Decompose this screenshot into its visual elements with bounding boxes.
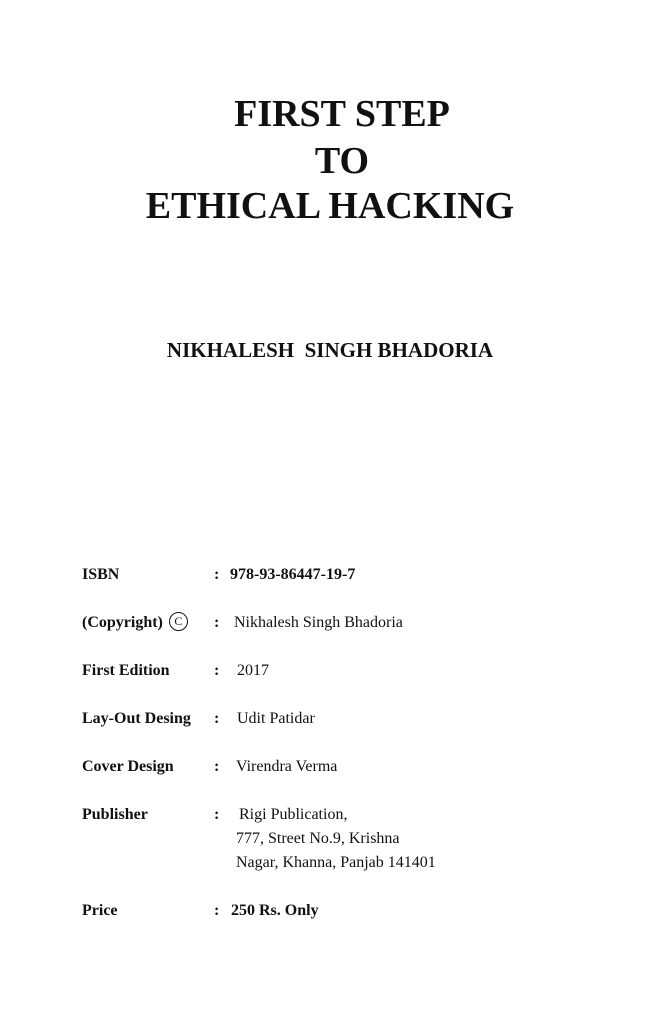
edition-label: First Edition: [82, 662, 170, 679]
publisher-colon: :: [214, 806, 220, 823]
edition-value: 2017: [237, 662, 269, 679]
price-colon: :: [214, 902, 220, 919]
title-line-3: ETHICAL HACKING: [145, 185, 515, 227]
copyright-colon: :: [214, 614, 220, 631]
title-line-2: TO: [314, 140, 370, 182]
publisher-line-1: Rigi Publication,: [239, 806, 348, 823]
isbn-label: ISBN: [82, 566, 120, 583]
copyright-value: Nikhalesh Singh Bhadoria: [234, 614, 403, 631]
layout-colon: :: [214, 710, 220, 727]
publisher-address: [236, 803, 436, 875]
isbn-value: 978-93-86447-19-7: [230, 566, 356, 583]
layout-label: Lay-Out Desing: [82, 710, 191, 727]
author-name: NIKHALESH SINGH BHADORIA: [166, 338, 494, 362]
cover-colon: :: [214, 758, 220, 775]
layout-value: Udit Patidar: [237, 710, 315, 727]
isbn-colon: :: [214, 566, 220, 583]
copyright-label-group: [82, 611, 188, 635]
publisher-line-2: 777, Street No.9, Krishna: [236, 830, 400, 847]
price-label: Price: [82, 902, 118, 919]
price-value: 250 Rs. Only: [231, 902, 319, 919]
edition-colon: :: [214, 662, 220, 679]
publisher-label: Publisher: [82, 806, 148, 823]
title-line-1: FIRST STEP: [234, 93, 450, 135]
publisher-line-3: Nagar, Khanna, Panjab 141401: [236, 854, 436, 871]
cover-label: Cover Design: [82, 758, 174, 775]
cover-value: Virendra Verma: [236, 758, 338, 775]
copyright-label: (Copyright): [82, 614, 163, 631]
copyright-icon: C: [169, 612, 188, 631]
